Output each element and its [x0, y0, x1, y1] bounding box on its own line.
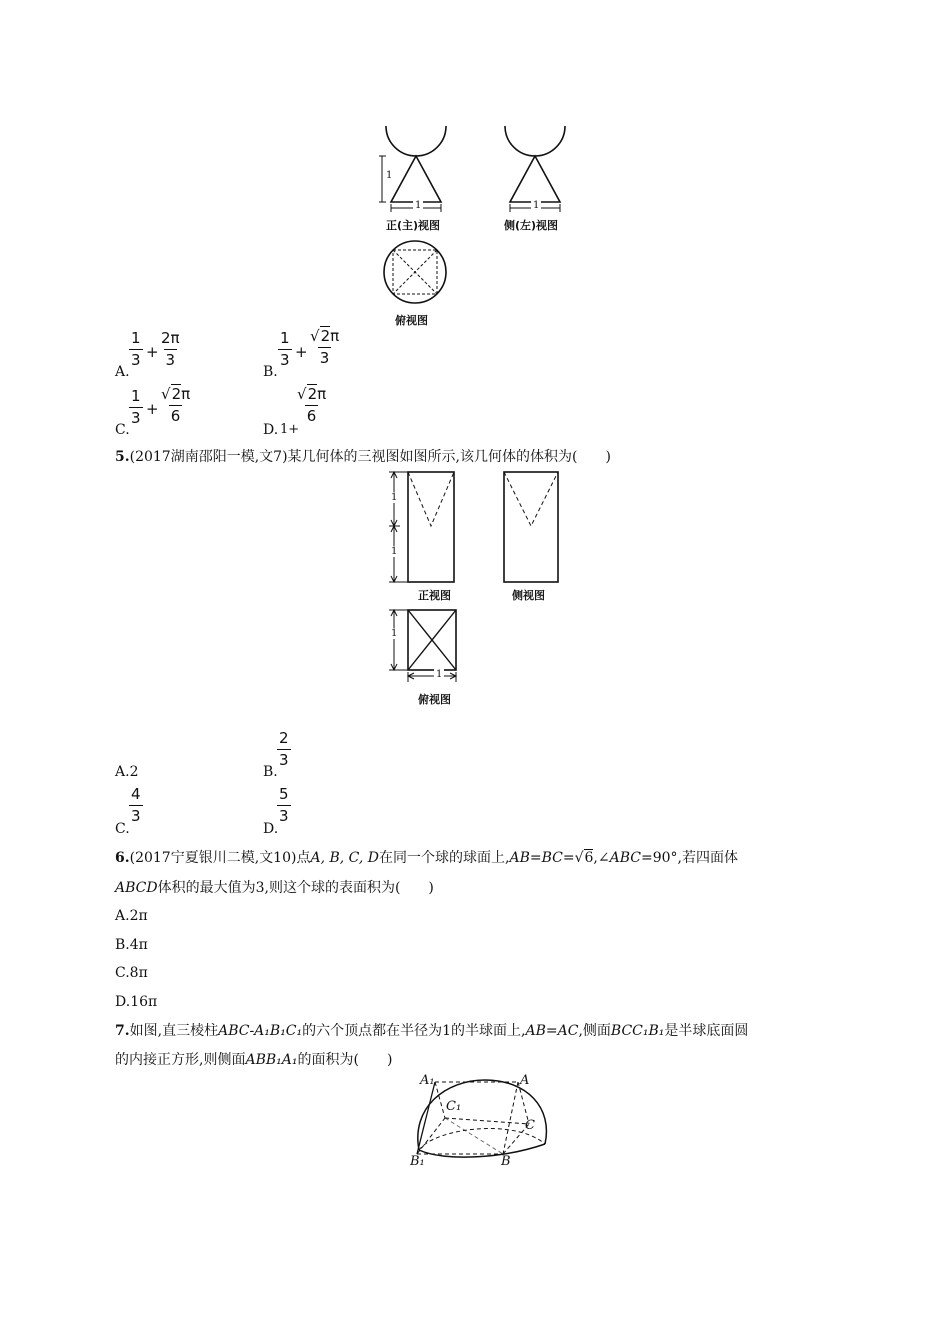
- q4-option-a-frac1: [129, 330, 143, 369]
- q5-option-d-label: D.: [263, 821, 279, 837]
- q4-option-b-frac2: [308, 328, 341, 367]
- q7-number: 7.: [115, 1023, 130, 1039]
- option-value: 16π: [130, 994, 158, 1010]
- numerator: 1: [131, 329, 141, 347]
- radicand: 6: [584, 850, 594, 866]
- q4-top-caption: 俯视图: [395, 314, 428, 327]
- q4-side-caption: 侧(左)视图: [504, 219, 559, 232]
- q6-option-d: [115, 992, 157, 1012]
- q4-front-dim-width: 1: [415, 200, 422, 211]
- q7-equation: AB=AC: [525, 1023, 579, 1039]
- q7-text-a: 如图,直三棱柱: [129, 1023, 219, 1039]
- q5-option-b-frac: [277, 730, 291, 769]
- q6-question-line2: [115, 878, 434, 898]
- q4-option-d-lead: 1+: [280, 422, 300, 437]
- numerator: √2π: [161, 385, 191, 403]
- q7-prism: ABC-A₁B₁C₁: [218, 1023, 303, 1039]
- q7-label-a: A: [520, 1073, 530, 1088]
- q6-option-b: [115, 935, 148, 955]
- q6-equation: AB=BC=: [509, 850, 575, 866]
- option-label: A.: [115, 764, 130, 780]
- q7-text-f: 的面积为( ): [297, 1052, 393, 1068]
- q5-option-a: [115, 762, 138, 782]
- q5-front-caption: 正视图: [418, 589, 451, 602]
- q5-front-view: [378, 468, 460, 586]
- q6-angle: ABC: [609, 850, 641, 866]
- q4-side-dim-width: 1: [533, 200, 540, 211]
- option-label: A.: [115, 908, 130, 924]
- q6-sqrt: √6: [574, 850, 594, 866]
- numerator: 2π: [161, 329, 180, 347]
- option-label: B.: [115, 937, 130, 953]
- q5-front-dim-upper: 1: [391, 492, 398, 503]
- q7-face2: ABB₁A₁: [245, 1052, 298, 1068]
- q5-text: (2017湖南邵阳一模,文7)某几何体的三视图如图所示,该几何体的体积为( ): [129, 449, 611, 465]
- radicand: 2: [171, 385, 182, 403]
- q5-option-b-label: B.: [263, 764, 278, 780]
- q6-text-a: (2017宁夏银川二模,文10)点: [129, 850, 311, 866]
- denominator: 3: [319, 349, 330, 367]
- pi: π: [181, 385, 191, 403]
- numerator: 4: [131, 785, 141, 803]
- numerator: √2π: [310, 327, 340, 345]
- q6-text-e: 体积的最大值为3,则这个球的表面积为( ): [157, 880, 434, 896]
- option-value: 8π: [129, 965, 148, 981]
- radicand: 2: [320, 327, 331, 345]
- q6-number: 6.: [115, 850, 130, 866]
- q5-option-c-frac: [129, 786, 143, 825]
- denominator: 3: [279, 751, 289, 769]
- q4-option-b-plus: +: [295, 343, 308, 361]
- numerator: 5: [279, 785, 289, 803]
- numerator: 1: [131, 387, 141, 405]
- q7-label-c1: C₁: [446, 1099, 462, 1114]
- q5-front-dim-lower: 1: [391, 546, 398, 557]
- option-value: 4π: [129, 937, 148, 953]
- option-label: C.: [115, 965, 130, 981]
- q6-option-c: [115, 963, 148, 983]
- option-label: D.: [115, 994, 131, 1010]
- q7-question-line2: [115, 1050, 392, 1070]
- q6-text-b: 在同一个球的球面上,: [379, 850, 510, 866]
- q4-top-view: [380, 238, 450, 308]
- q6-question-line1: [115, 848, 738, 868]
- q7-text-d: 是半球底面圆: [664, 1023, 749, 1039]
- q5-side-view: [500, 468, 562, 586]
- q4-option-b-label: B.: [263, 364, 278, 380]
- q4-option-a-plus: +: [146, 343, 159, 361]
- q4-option-a-frac2: [159, 330, 182, 369]
- q4-option-c-plus: +: [146, 400, 159, 418]
- q4-option-d-label: D.: [263, 422, 279, 438]
- q5-top-caption: 俯视图: [418, 693, 451, 706]
- q4-option-c-label: C.: [115, 422, 130, 438]
- pi: π: [330, 327, 340, 345]
- q7-label-c: C: [525, 1118, 535, 1133]
- option-value: 2π: [129, 908, 148, 924]
- q5-top-view: [378, 606, 460, 688]
- q4-option-c-frac1: [129, 388, 143, 427]
- q7-text-e: 的内接正方形,则侧面: [115, 1052, 246, 1068]
- denominator: 3: [131, 807, 141, 825]
- denominator: 3: [131, 409, 141, 427]
- q4-front-caption: 正(主)视图: [386, 219, 441, 232]
- q7-text-c: ,侧面: [578, 1023, 611, 1039]
- q6-option-a: [115, 906, 148, 926]
- q7-label-a1: A₁: [420, 1073, 435, 1088]
- denominator: 6: [306, 407, 317, 425]
- q4-option-a-label: A.: [115, 364, 130, 380]
- denominator: 3: [280, 351, 290, 369]
- denominator: 6: [170, 407, 181, 425]
- q5-side-caption: 侧视图: [512, 589, 545, 602]
- q5-option-c-label: C.: [115, 821, 130, 837]
- q6-points: A, B, C, D: [310, 850, 379, 866]
- denominator: 3: [165, 351, 176, 369]
- option-value: 2: [129, 764, 139, 780]
- pi: π: [317, 385, 327, 403]
- numerator: 2: [279, 729, 289, 747]
- q4-option-c-frac2: [159, 386, 192, 425]
- q6-tetrahedron: ABCD: [115, 880, 158, 896]
- denominator: 3: [279, 807, 289, 825]
- q4-option-b-frac1: [278, 330, 292, 369]
- q4-option-d-frac: [295, 386, 328, 425]
- q7-label-b: B: [501, 1154, 511, 1169]
- q5-option-d-frac: [277, 786, 291, 825]
- numerator: √2π: [297, 385, 327, 403]
- q4-front-dim-height: 1: [386, 170, 393, 181]
- q7-label-b1: B₁: [410, 1154, 425, 1169]
- q5-number: 5.: [115, 449, 130, 465]
- numerator: 1: [280, 329, 290, 347]
- q7-text-b: 的六个顶点都在半径为1的半球面上,: [302, 1023, 526, 1039]
- q6-text-c: ,∠: [593, 850, 610, 866]
- q6-text-d: =90°,若四面体: [640, 850, 738, 866]
- radicand: 2: [307, 385, 318, 403]
- q7-question-line1: [115, 1021, 748, 1041]
- q5-top-dim-side: 1: [391, 628, 398, 639]
- q5-top-dim-bottom: 1: [436, 669, 443, 680]
- denominator: 3: [131, 351, 141, 369]
- q7-face: BCC₁B₁: [610, 1023, 665, 1039]
- q5-question: [115, 447, 611, 467]
